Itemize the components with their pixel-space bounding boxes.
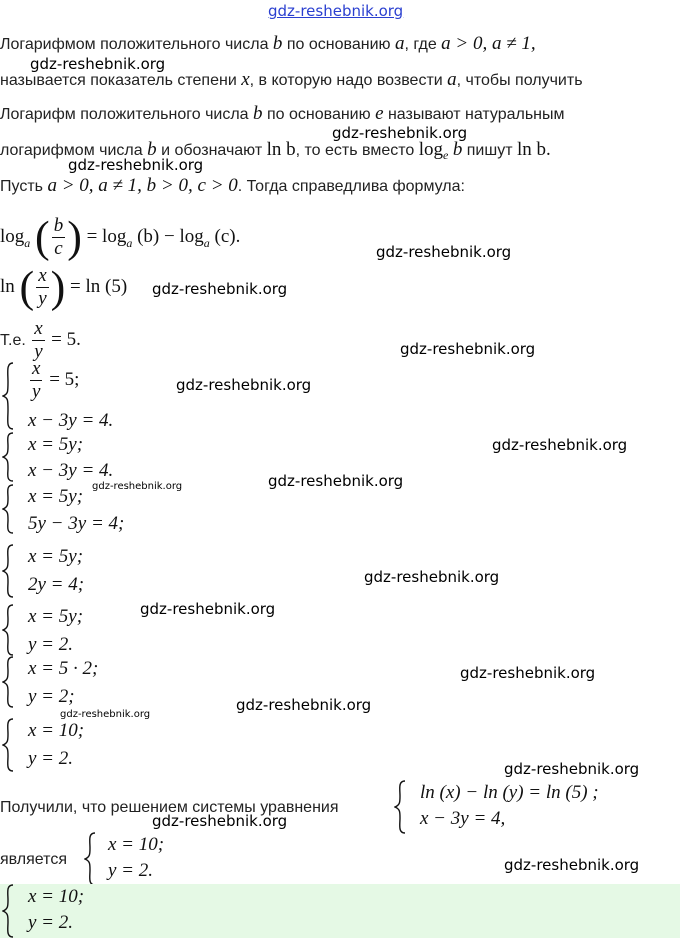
system-7-line-2: y = 2.	[28, 748, 74, 769]
math-expr: ln	[0, 276, 15, 297]
system-5-line-2: y = 2.	[28, 634, 74, 655]
math-var: x	[241, 69, 250, 90]
system-brace	[2, 656, 12, 708]
fraction-denominator: y	[34, 341, 43, 363]
fraction-numerator: x	[38, 265, 47, 287]
watermark: gdz-reshebnik.org	[236, 696, 372, 714]
system-2-line-1: x = 5y;	[28, 434, 84, 455]
math-var: e	[375, 103, 384, 124]
fraction-numerator: b	[53, 215, 64, 237]
watermark: gdz-reshebnik.org	[504, 856, 640, 874]
text: Логарифмом положительного числа	[0, 36, 269, 53]
watermark: gdz-reshebnik.org	[152, 812, 288, 830]
math-sub: a	[24, 235, 31, 250]
final-answer-line-2: y = 2.	[28, 912, 74, 933]
system-1-line-2: x − 3y = 4.	[28, 410, 114, 431]
system-brace	[2, 604, 12, 656]
fraction-denominator: y	[38, 288, 47, 310]
watermark: gdz-reshebnik.org	[30, 55, 166, 73]
original-system-line-1: ln (x) − ln (y) = ln (5) ;	[420, 782, 599, 803]
text: . Тогда справедлива формула:	[237, 178, 465, 195]
math-expr: log	[0, 226, 25, 247]
math-expr: ln b	[516, 139, 547, 160]
math-var: b	[272, 33, 283, 54]
watermark: gdz-reshebnik.org	[376, 243, 512, 261]
math-sub: e	[443, 148, 449, 163]
math-condition: a > 0, a ≠ 1, b > 0, c > 0	[47, 175, 238, 196]
text: , чтобы получить	[456, 72, 583, 89]
math-expr: (c).	[214, 226, 241, 247]
natural-log-line-1	[0, 104, 565, 125]
math-expr: (b) − log	[137, 226, 204, 247]
math-expr: log	[418, 139, 444, 160]
watermark: gdz-reshebnik.org	[492, 436, 628, 454]
system-brace	[2, 484, 12, 534]
system-4-line-1: x = 5y;	[28, 546, 84, 567]
text: по основанию	[266, 106, 371, 123]
text: называется показатель степени	[0, 72, 237, 89]
watermark: gdz-reshebnik.org	[68, 156, 204, 174]
system-5-line-1: x = 5y;	[28, 606, 84, 627]
text: , где	[404, 36, 437, 53]
watermark: gdz-reshebnik.org	[364, 568, 500, 586]
text: Пусть	[0, 178, 43, 195]
math-expr: = ln (5)	[70, 276, 128, 297]
text: пишут	[466, 142, 513, 159]
definition-line-2	[0, 70, 583, 91]
system-brace	[2, 544, 12, 598]
text: по основанию	[286, 36, 391, 53]
watermark: gdz-reshebnik.org	[176, 376, 312, 394]
system-brace	[394, 780, 404, 834]
original-system-line-2: x − 3y = 4,	[420, 808, 506, 829]
system-4-line-2: 2y = 4;	[28, 574, 85, 595]
header-site-link[interactable]: gdz-reshebnik.org	[268, 2, 404, 20]
answer-line-1: x = 10;	[108, 834, 165, 855]
final-answer-box	[0, 884, 680, 938]
fraction-numerator: x	[32, 358, 41, 379]
math-var: b	[452, 139, 463, 160]
math-var: b	[253, 103, 263, 124]
system-brace	[2, 884, 12, 938]
ln-equation: ln ( $\frac{x}{y}$ ) = ln (5)	[0, 262, 128, 312]
watermark-small: gdz-reshebnik.org	[60, 709, 151, 720]
text: логарифмом числа	[0, 142, 143, 159]
math-sub: a	[203, 235, 210, 250]
system-6-line-2: y = 2;	[28, 686, 75, 707]
system-6-line-1: x = 5 · 2;	[28, 658, 99, 679]
math-expr: = 5.	[51, 329, 81, 350]
text: и обозначают	[161, 142, 263, 159]
text: Т.е.	[0, 332, 26, 349]
conclusion-text: Получили, что решением системы уравнения	[0, 799, 339, 816]
math-sub: a	[126, 235, 133, 250]
watermark: gdz-reshebnik.org	[268, 472, 404, 490]
system-1-line-1	[28, 358, 79, 403]
system-brace	[2, 718, 12, 772]
definition-line-1	[0, 34, 536, 55]
math-var: b	[147, 139, 157, 160]
system-2-line-2: x − 3y = 4.	[28, 460, 114, 481]
math-expr: ln b	[266, 139, 296, 160]
fraction-denominator: c	[54, 238, 63, 260]
final-answer-line-1: x = 10;	[28, 886, 85, 907]
watermark: gdz-reshebnik.org	[152, 280, 288, 298]
fraction-denominator: y	[32, 381, 41, 402]
watermark-small: gdz-reshebnik.org	[92, 481, 183, 492]
text: , то есть вместо	[295, 142, 415, 159]
math-condition: a > 0, a ≠ 1,	[441, 33, 536, 54]
answer-line-2: y = 2.	[108, 860, 154, 881]
system-brace	[2, 432, 12, 482]
watermark: gdz-reshebnik.org	[504, 760, 640, 778]
system-3-line-1: x = 5y;	[28, 486, 84, 507]
math-var: a	[447, 69, 457, 90]
log-quotient-formula: $\log_a$ ( $\frac{b}{c}$ ) = $\log_a (b) - \log_a (c)$.	[0, 212, 241, 262]
math-var: a	[394, 33, 405, 54]
system-brace	[2, 362, 12, 430]
system-brace	[84, 832, 94, 886]
watermark: gdz-reshebnik.org	[400, 340, 536, 358]
is-text: является	[0, 851, 67, 868]
math-expr: = 5;	[49, 368, 80, 390]
text: называют натуральным	[387, 106, 565, 123]
natural-log-line-2: логарифмом числа b и обозначают ln b, то есть вместо $\log_e b$ пишут ln b.	[0, 139, 551, 163]
fraction-numerator: x	[34, 318, 43, 340]
system-3-line-2: 5y − 3y = 4;	[28, 513, 125, 534]
math-expr: = log	[86, 226, 127, 247]
watermark: gdz-reshebnik.org	[332, 124, 468, 142]
watermark: gdz-reshebnik.org	[140, 600, 276, 618]
watermark: gdz-reshebnik.org	[460, 664, 596, 682]
text: Логарифм положительного числа	[0, 106, 249, 123]
text: , в которую надо возвести	[249, 72, 443, 89]
let-line	[0, 176, 465, 197]
system-7-line-1: x = 10;	[28, 720, 85, 741]
